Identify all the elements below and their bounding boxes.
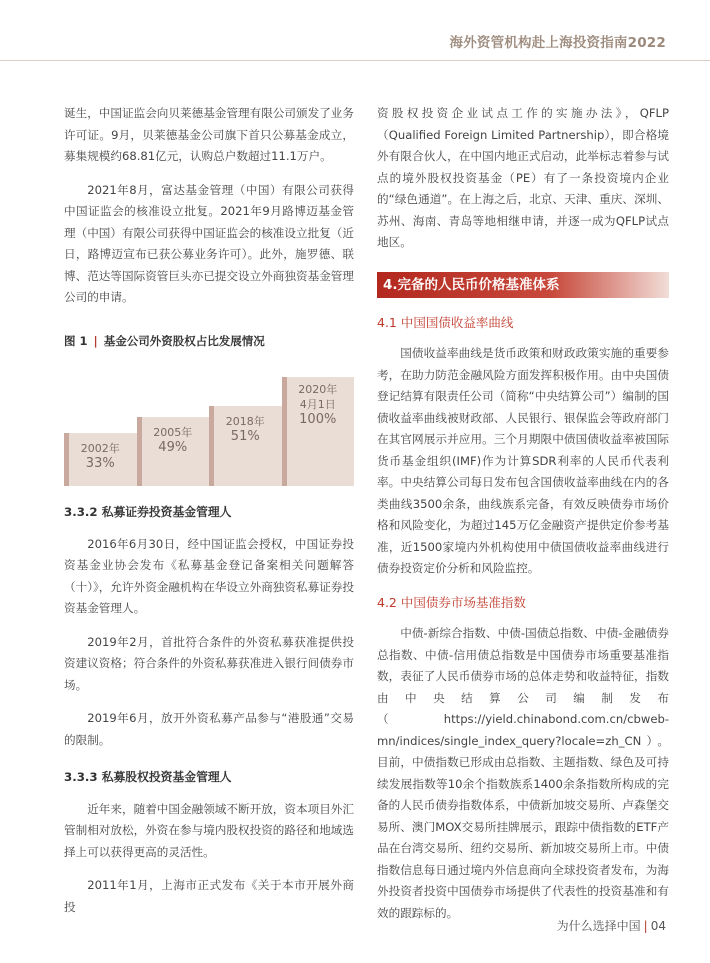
chart-value-2020: 100%: [299, 412, 337, 427]
page-footer: [557, 917, 666, 934]
left-paragraph-3: 2016年6月30日，经中国证监会授权，中国证券投资基金业协会发布《私募基金登记备案相关问题解答（十）》，允许外资金融机构在华设立外商独资私募证券投资基金管理人。: [64, 536, 354, 615]
staircase-chart: [64, 366, 354, 486]
chart-label-2005: [137, 425, 210, 455]
chart-label-2020: [282, 382, 355, 427]
left-paragraph-1: 诞生，中国证监会向贝莱德基金管理有限公司颁发了业务许可证。9月，贝莱德基金公司旗下首只公募基金成立，募集规模约68.81亿元，认购总户数超过11.1万户。: [64, 106, 354, 163]
left-column: [64, 103, 354, 930]
heading-3-3-2: 3.3.2 私募证券投资基金管理人: [64, 505, 232, 519]
right-paragraph-3: 中债-新综合指数、中债-国债总指数、中债-金融债券总指数、中债-信用债总指数是中国债券市场重要基准指数，表征了人民币债券市场的总体走势和收益特征，指数由中央结算公司编制发布（https://yield.chinabond.com.cn/cbweb-mn/indices/single_index_query?locale=zh_CN）。目前，中债指数已形成由总指数、主题指数、绿色及可持续发展指数等10余个指数族系1400余条指数所构成的完备的人民币债券指数体系，中债新加坡交易所、卢森堡交易所、澳门MOX交易所挂牌展示，跟踪中债指数的ETF产品在台湾交易所、纽约交易所、新加坡交易所上市。中债指数信息每日通过境内外信息商向全球投资者发布，为海外投资者投资中国债券市场提供了代表性的投资基准和有效的跟踪标的。: [377, 626, 669, 920]
chart-category-2002: 2002年: [80, 442, 120, 456]
heading-4-2: 4.2 中国债券市场基准指数: [377, 594, 526, 610]
right-column: [377, 103, 669, 936]
left-paragraph-2: 2021年8月，富达基金管理（中国）有限公司获得中国证监会的核准设立批复。2021年9月路博迈基金管理（中国）有限公司获得中国证监会的核准设立批复（近日，路博迈宣布已获公募业务许可）。此外，施罗德、联博、范达等国际资管巨头亦已提交设立外商独资基金管理公司的申请。: [64, 182, 354, 304]
figure-label: 图 1: [64, 333, 88, 348]
footer-label: 为什么选择中国: [556, 919, 641, 933]
chart-category-2018: 2018年: [225, 415, 265, 429]
right-paragraph-1: 资股权投资企业试点工作的实施办法》，QFLP（Qualified Foreign Limited Partnership），即合格境外有限合伙人，在中国内地正式启动，此举标志着参与试点的境外股权投资基金（PE）有了一条投资境内企业的“绿色通道”。在上海之后，北京、天津、重庆、深圳、苏州、海南、青岛等地相继申请，并逐一成为QFLP试点地区。: [377, 106, 669, 249]
chart-category-2020: 2020年 4月1日: [298, 383, 338, 411]
figure-caption: [64, 331, 354, 353]
chart-label-2002: [64, 441, 137, 471]
chart-value-2018: 51%: [230, 429, 260, 445]
section-4-banner: 4.完备的人民币价格基准体系: [377, 272, 669, 298]
right-paragraph-2: 国债收益率曲线是货币政策和财政政策实施的重要参考，在助力防范金融风险方面发挥积极作用。由中央国债登记结算有限责任公司（简称“中央结算公司”）编制的国债收益率曲线被财政部、人民银行、银保监会等政府部门在其官网展示并应用。三个月期限中债国债收益率被国际货币基金组织(IMF)作为计算SDR利率的人民币代表利率。中央结算公司每日发布包含国债收益率曲线在内的各类曲线3500余条，曲线族系完备，有效反映债券市场价格和风险变化，为超过145万亿金融资产提供定价参考基准，近1500家境内外机构使用中债国债收益率曲线进行债券投资定价分析和风险监控。: [377, 346, 669, 575]
page-number: 04: [650, 919, 666, 933]
left-paragraph-4: 2019年2月，首批符合条件的外资私募获准提供投资建议资格；符合条件的外资私募获准进入银行间债券市场。: [64, 634, 354, 692]
figure-separator: |: [93, 333, 98, 348]
header-title: 海外资管机构赴上海投资指南2022: [449, 35, 666, 51]
heading-4-1: 4.1 中国国债收益率曲线: [377, 314, 514, 330]
chart-value-2005: 49%: [158, 439, 188, 455]
chart-category-2005: 2005年: [153, 425, 193, 439]
chart-value-2002: 33%: [85, 456, 115, 472]
chart-label-2018: [209, 414, 282, 444]
left-paragraph-7: 2011年1月，上海市正式发布《关于本市开展外商投: [64, 878, 354, 914]
figure-title: 基金公司外资股权占比发展情况: [103, 333, 265, 348]
left-paragraph-5: 2019年6月，放开外资私募产品参与“港股通”交易的限制。: [64, 711, 354, 747]
left-paragraph-6: 近年来，随着中国金融领域不断开放，资本项目外汇管制相对放松，外资在参与境内股权投资的路径和地域选择上可以获得更高的灵活性。: [64, 801, 354, 859]
header-divider: [0, 60, 710, 61]
footer-separator: |: [643, 919, 648, 933]
heading-3-3-3: 3.3.3 私募股权投资基金管理人: [64, 770, 232, 784]
